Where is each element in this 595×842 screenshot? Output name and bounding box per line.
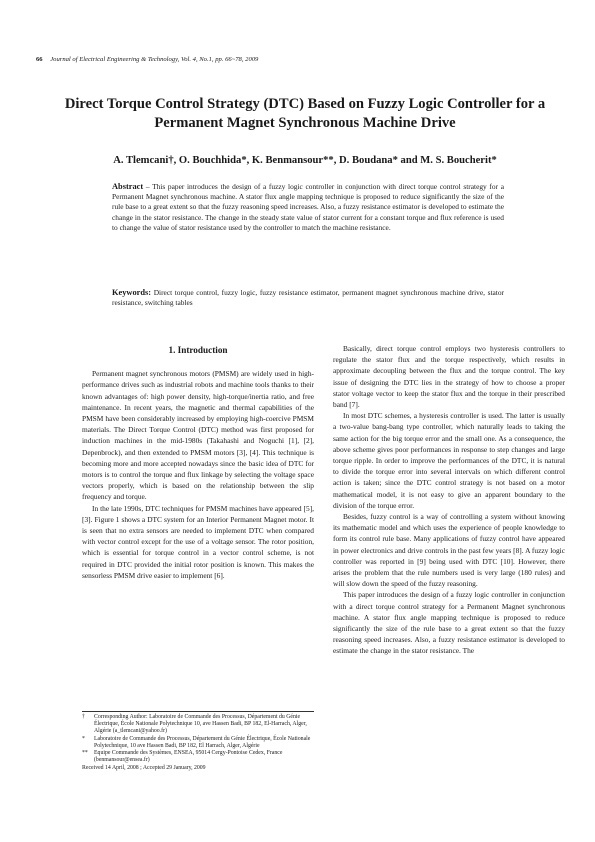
journal-citation: Journal of Electrical Engineering & Technology, Vol. 4, No.1, pp. 66~78, 2009 [50,56,259,63]
footnote-mark: ** [82,750,88,757]
keywords-label: Keywords: [112,288,152,297]
abstract-text: – This paper introduces the design of a fuzzy logic controller in conjunction with direct torque control strategy for a Permanent Magnet synchronous machine. A stator flux angle mapping technique is proposed to reduce significantly the size of the rule base to a great extent so that the fuzzy reasoning speed increases. Also, a fuzzy resistance estimator is developed to estimate the change in the stator resistance. The change in the steady state value of stator current for a constant torque and flux reference is used to change the value of stator resistance used by the controller to match the machine resistance. [112,182,504,232]
footnote-mark: * [82,735,85,742]
footnotes [82,711,314,773]
running-head [36,56,556,63]
keywords [112,288,504,308]
abstract [112,182,504,233]
paper-title: Direct Torque Control Strategy (DTC) Based on Fuzzy Logic Controller for a Permanent Magnet Synchronous Machine Drive [64,96,546,131]
section-heading-introduction: 1. Introduction [168,345,228,355]
footnote-mark: † [82,714,85,720]
footnote-text: Laboratoire de Commande des Processus, Département du Génie Électrique, École Nationale Polytechnique, 10 ave Hassen Badi, BP 182, El Harrach, Alger, Algérie [94,735,311,749]
footnote-text: Equipe Commande des Systèmes, ENSEA, 95014 Cergy-Pontoise Cedex, France (benmansour@ensea.fr) [94,750,283,764]
keywords-text: Direct torque control, fuzzy logic, fuzzy resistance estimator, permanent magnet synchronous machine drive, stator resistance, switching tables [112,288,504,308]
body-paragraph: In most DTC schemes, a hysteresis controller is used. The latter is usually a two-value bang-bang type controller, which naturally leads to taking the same action for the big torque error and the small one. As a consequence, the above scheme gives poor performances in response to step changes and large torque ripple. In order to improve the performances of the DTC, it is natural to divide the torque error into several intervals on which different control action is taken; since the DTC control strategy is not based on a motor mathematical model, it is not easy to give an apparent boundary to the division of the torque error. [333,411,565,510]
page-number: 66 [36,56,43,63]
body-paragraph: In the late 1990s, DTC techniques for PMSM machines have appeared [5], [3]. Figure 1 shows a DTC system for an Interior Permanent Magnet motor. It is seen that no extra sensors are needed to implement DTC when compared with vector control except for the use of a voltage sensor. The rotor position, which is essential for torque control in a vector control scheme, is not required in DTC provided the initial rotor position is known. This makes the sensorless PMSM drive easier to implement [6]. [82,503,314,580]
footnote-text: Corresponding Author: Laboratoire de Commande des Processus, Département du Génie Électrique, École Nationale Polytechnique 10, ave Hassen Badi, BP 182, El-Harrach, Alger, Algérie (a_tlemcani@yahoo.fr) [94,714,307,735]
received-accepted-dates: Received 14 April, 2008 ; Accepted 29 January, 2009 [82,765,206,772]
body-paragraph: Besides, fuzzy control is a way of controlling a system without knowing its mathematic model and which uses the experience of people knowledge to form its control rule base. Many applications of fuzzy control have appeared in power electronics and drive controls in the past few years [8]. A fuzzy logic controller was reported in [9] being used with DTC [10]. However, there arises the problem that the rule numbers used is very large (180 rules) and will slow down the speed of the fuzzy reasoning. [333,512,565,589]
body-paragraph: This paper introduces the design of a fuzzy logic controller in conjunction with a direct torque control strategy for a Permanent Magnet synchronous machine. A stator flux angle mapping technique is proposed to reduce significantly the size of the rule base to a great extent so that the fuzzy reasoning speed increases. Also, a fuzzy resistance estimator is developed to estimate the change in the stator resistance. The [333,590,565,656]
footnote [82,750,314,764]
left-column [82,343,314,710]
body-paragraph: Basically, direct torque control employs two hysteresis controllers to regulate the stator flux and the torque respectively, which results in approximate decoupling between the flux and the torque control. The key issue of designing the DTC lies in the strategy of how to choose a proper stator voltage vector to keep the stator flux and the torque in their prescribed band [7]. [333,344,565,410]
abstract-label: Abstract [112,182,144,191]
footnote [82,714,314,736]
footnote [82,736,314,750]
right-column [333,343,565,813]
body-paragraph: Permanent magnet synchronous motors (PMSM) are widely used in high-performance drives such as industrial robots and machine tools thanks to their known advantages of: high power density, high-torque/inertia ratio, and free maintenance. In recent years, the magnetic and thermal capabilities of the PMSM have been considerably increased by employing high-coercive PMSM materials. The Direct Torque Control (DTC) method was first proposed for induction machines in the mid-1980s (Takahashi and Noguchi [1], [2], Depenbrock), and then extended to PMSM motors [3], [4]. This technique is becoming more and more accepted nowadays since the basic idea of DTC for motors is to control the torque and flux linkage by selecting the voltage space vectors properly, which is based on the relationship between the slip frequency and torque. [82,369,314,502]
author-list: A. Tlemcani†, O. Bouchhida*, K. Benmansour**, D. Boudana* and M. S. Boucherit* [113,155,497,166]
